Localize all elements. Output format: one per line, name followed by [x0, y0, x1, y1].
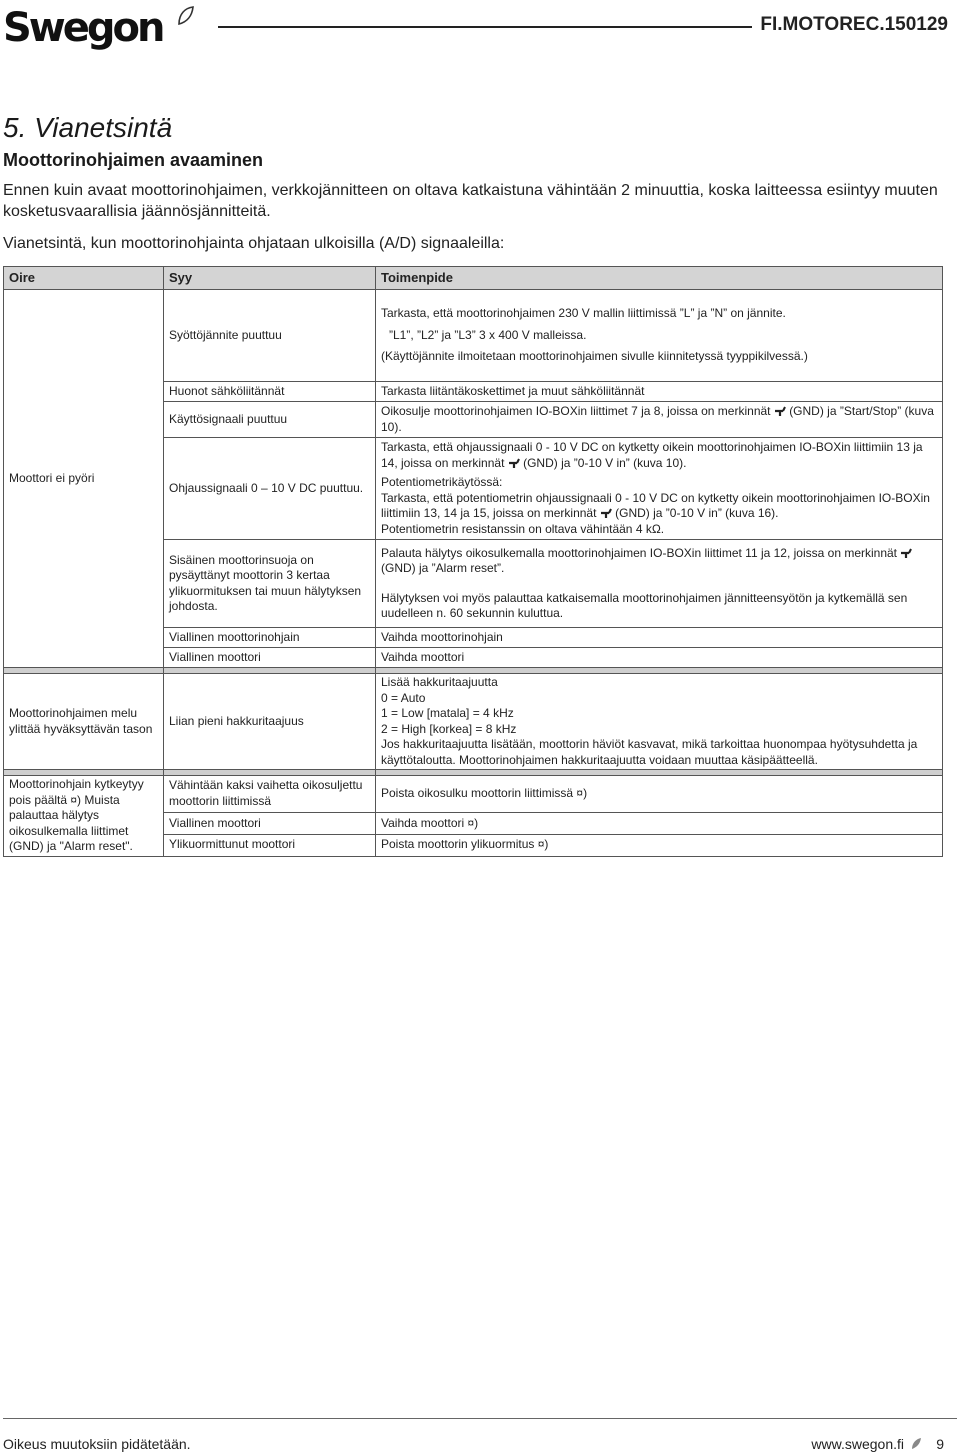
document-code: FI.MOTOREC.150129 [760, 14, 948, 35]
column-header-action: Toimenpide [376, 267, 943, 290]
action-cell [376, 290, 943, 382]
cause-cell: Syöttöjännite puuttuu [164, 290, 376, 382]
cause-cell: Huonot sähköliitännät [164, 382, 376, 402]
symptom-cell: Moottori ei pyöri [4, 290, 164, 668]
ground-symbol-icon [600, 507, 612, 519]
action-cell: Tarkasta liitäntäkoskettimet ja muut sähköliitännät [376, 382, 943, 402]
action-text: (GND) ja ”Start/Stop” (kuva 10). [381, 404, 934, 434]
action-line: Potentiometrikäytössä: [381, 475, 503, 489]
table-row [4, 674, 943, 770]
cause-cell: Sisäinen moottorinsuoja on pysäyttänyt moottorin 3 kertaa ylikuormituksen tai muun hälytyksen johdosta. [164, 540, 376, 628]
action-cell: Poista moottorin ylikuormitus ¤) [376, 834, 943, 856]
action-text: (GND) ja ”0-10 V in” (kuva 16). [615, 506, 779, 520]
column-header-cause: Syy [164, 267, 376, 290]
action-line: 2 = High [korkea] = 8 kHz [381, 721, 517, 736]
section-title: 5. Vianetsintä [3, 112, 173, 143]
action-line: (Käyttöjännite ilmoitetaan moottorinohjaimen sivulle kiinnitetyssä tyyppikilvessä.) [381, 349, 808, 364]
cause-cell: Käyttösignaali puuttuu [164, 402, 376, 438]
table-row [4, 776, 943, 813]
action-cell: Vaihda moottorinohjain [376, 628, 943, 648]
cause-cell: Viallinen moottorinohjain [164, 628, 376, 648]
troubleshooting-table [3, 266, 943, 857]
action-text: (GND) ja ”0-10 V in” (kuva 10). [523, 455, 687, 470]
footer-disclaimer: Oikeus muutoksiin pidätetään. [3, 1436, 191, 1452]
action-cell [376, 540, 943, 628]
swegon-logo: Swegon [3, 5, 163, 51]
action-text: (GND) ja ”Alarm reset”. [381, 561, 505, 575]
leaf-icon [910, 1437, 922, 1450]
cause-cell: Ohjaussignaali 0 – 10 V DC puuttuu. [164, 438, 376, 540]
cause-cell: Vähintään kaksi vaihetta oikosuljettu moottorin liittimissä [164, 776, 376, 813]
action-text: Oikosulje moottorinohjaimen IO-BOXin liittimet 7 ja 8, joissa on merkinnät [381, 404, 771, 418]
cause-cell: Ylikuormittunut moottori [164, 834, 376, 856]
action-cell [376, 438, 943, 540]
action-cell [376, 402, 943, 438]
subheading: Moottorinohjaimen avaaminen [3, 150, 264, 170]
action-line: 0 = Auto [381, 690, 426, 705]
action-cell: Vaihda moottori ¤) [376, 812, 943, 834]
action-cell: Vaihda moottori [376, 648, 943, 668]
symptom-cell: Moottorinohjain kytkeytyy pois päältä ¤) Muista palauttaa hälytys oikosulkemalla liittimet (GND) ja "Alarm reset". [4, 776, 164, 857]
ground-symbol-icon [508, 457, 520, 469]
action-line: Tarkasta, että moottorinohjaimen 230 V mallin liittimissä ”L” ja ”N” on jännite. [381, 306, 786, 321]
action-cell: Poista oikosulku moottorin liittimissä ¤) [376, 776, 943, 813]
action-line: Jos hakkuritaajuutta lisätään, moottorin häviöt kasvavat, mikä tarkoittaa huonompaa hyötysuhdetta ja käyttötaloutta. Moottorinohjaimen hakkuritaajuutta voidaan muuttaa käsipäätteellä. [381, 737, 918, 767]
ground-symbol-icon [774, 405, 786, 417]
column-header-symptom: Oire [4, 267, 164, 290]
action-text: Tarkasta, että potentiometrin ohjaussignaali 0 - 10 V DC on kytketty oikein moottorinohjaimen IO-BOXin liittimiin 13, 14 ja 15, joissa on merkinnät [381, 490, 930, 520]
action-line: ”L1”, ”L2” ja ”L3” 3 x 400 V malleissa. [389, 327, 587, 342]
cause-cell: Liian pieni hakkuritaajuus [164, 674, 376, 770]
header-rule [218, 26, 752, 28]
table-row [4, 290, 943, 382]
cause-cell: Viallinen moottori [164, 648, 376, 668]
action-line: Hälytyksen voi myös palauttaa katkaisemalla moottorinohjaimen jännitteensyötön ja kytkemällä sen uudelleen n. 60 sekunnin kuluttua. [381, 590, 908, 620]
action-cell [376, 674, 943, 770]
page-number: 9 [936, 1436, 944, 1452]
action-line: Lisää hakkuritaajuutta [381, 675, 498, 689]
intro-paragraph: Ennen kuin avaat moottorinohjaimen, verkkojännitteen on oltava katkaistuna vähintään 2 minuuttia, koska laitteessa esiintyy muuten kosketusvaarallisia jäännösjännitteitä. [3, 182, 938, 220]
action-text: Tarkasta, että ohjaussignaali 0 - 10 V DC on kytketty oikein moottorinohjaimen IO-BOXin liittimiin 13 ja 14, joissa on merkinnät [381, 440, 923, 470]
footer-website-link[interactable]: www.swegon.fi [811, 1436, 904, 1452]
action-text: Palauta hälytys oikosulkemalla moottorinohjaimen IO-BOXin liittimet 11 ja 12, joissa on merkinnät [381, 545, 898, 560]
footer-rule [3, 1418, 957, 1419]
table-header-row [4, 267, 943, 290]
cause-cell: Viallinen moottori [164, 812, 376, 834]
action-line: Potentiometrin resistanssin on oltava vähintään 4 kΩ. [381, 521, 665, 536]
ground-symbol-icon [900, 547, 912, 559]
action-line: 1 = Low [matala] = 4 kHz [381, 706, 514, 720]
symptom-cell: Moottorinohjaimen melu ylittää hyväksyttävän tason [4, 674, 164, 770]
leaf-icon [176, 6, 194, 26]
table-intro-paragraph: Vianetsintä, kun moottorinohjainta ohjataan ulkoisilla (A/D) signaaleilla: [3, 235, 505, 252]
